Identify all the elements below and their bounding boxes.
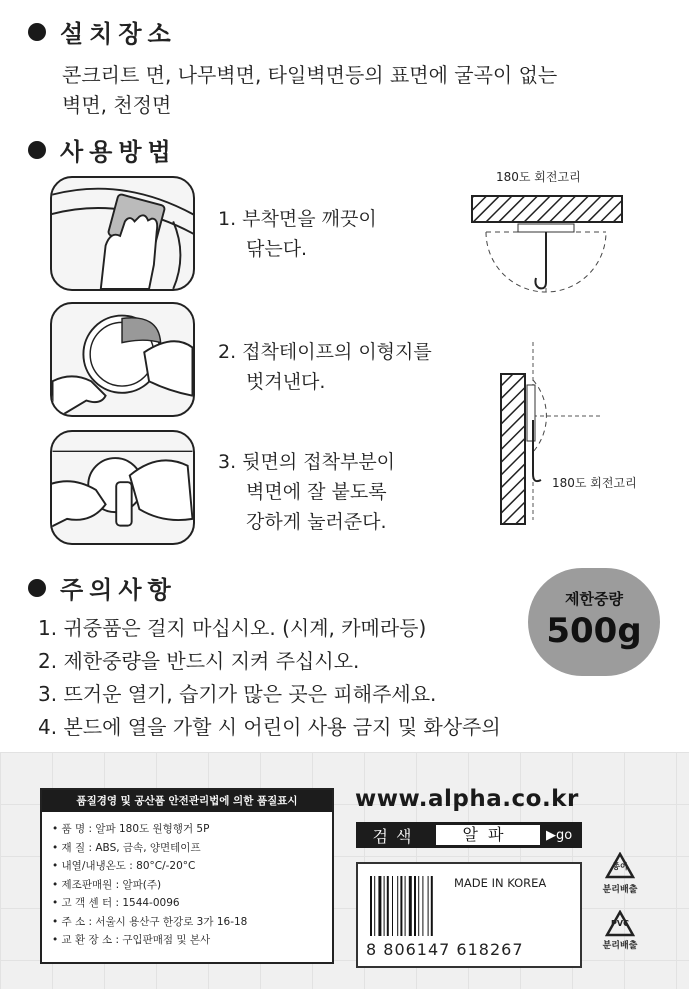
caution-heading: 주의사항	[28, 570, 177, 605]
quality-row: • 교 환 장 소 : 구입판매점 및 본사	[52, 934, 211, 946]
step1-illustration	[50, 176, 195, 291]
wall-hook-diagram	[495, 340, 605, 530]
bullet-icon	[28, 141, 46, 159]
step2-illustration	[50, 302, 195, 417]
step-3-text: 3. 뒷면의 접착부분이 벽면에 잘 붙도록 강하게 눌러준다.	[218, 451, 396, 533]
caution-item: 4. 본드에 열을 가할 시 어린이 사용 금지 및 화상주의	[38, 715, 501, 739]
recycle-paper-mark: 종이 분리배출	[598, 852, 642, 895]
step-1-text: 1. 부착면을 깨끗이 닦는다.	[218, 208, 377, 260]
bullet-icon	[28, 23, 46, 41]
quality-row: • 재 질 : ABS, 금속, 양면테이프	[52, 841, 201, 854]
caution-item: 1. 귀중품은 걸지 마십시오. (시계, 카메라등)	[38, 616, 427, 640]
search-keyword: 알파	[436, 825, 540, 845]
quality-row: • 고 객 센 터 : 1544-0096	[52, 897, 180, 909]
ceiling-hook-diagram	[466, 190, 626, 300]
made-in-label: MADE IN KOREA	[454, 876, 547, 890]
quality-row: • 주 소 : 서울시 용산구 한강로 3가 16-18	[52, 915, 248, 928]
barcode-icon	[370, 876, 454, 936]
step-2-text: 2. 접착테이프의 이형지를 벗겨낸다.	[218, 341, 432, 393]
caution-item: 2. 제한중량을 반드시 지켜 주십시오.	[38, 649, 360, 673]
bullet-icon	[28, 579, 46, 597]
go-arrow-icon: ▶go	[546, 827, 573, 843]
search-bar-graphic	[356, 822, 582, 848]
weight-limit-badge: 제한중량 500g	[528, 568, 660, 676]
quality-label-box	[40, 788, 334, 964]
wall-rotation-caption: 180도 회전고리	[552, 476, 637, 490]
website-url: www.alpha.co.kr	[355, 786, 579, 812]
ceiling-rotation-caption: 180도 회전고리	[496, 170, 581, 184]
barcode-number: 8 806147 618267	[366, 940, 524, 959]
caution-item: 3. 뜨거운 열기, 습기가 많은 곳은 피해주세요.	[38, 682, 437, 706]
quality-header: 품질경영 및 공산품 안전관리법에 의한 품질표시	[42, 790, 332, 812]
caution-list	[38, 612, 501, 744]
step3-illustration	[50, 430, 195, 545]
search-label: 검색	[372, 826, 420, 846]
usage-heading: 사용방법	[28, 132, 177, 167]
recycle-pvc-mark: PVC 분리배출	[598, 910, 642, 951]
barcode-box	[356, 862, 582, 968]
install-heading: 설치장소	[28, 14, 177, 49]
quality-row: • 내열/내냉온도 : 80°C/-20°C	[52, 860, 196, 872]
install-description: 콘크리트 면, 나무벽면, 타일벽면등의 표면에 굴곡이 없는 벽면, 천정면	[62, 63, 558, 117]
quality-row: • 품 명 : 알파 180도 원형행거 5P	[52, 823, 210, 835]
quality-row: • 제조판매원 : 알파(주)	[52, 878, 162, 891]
